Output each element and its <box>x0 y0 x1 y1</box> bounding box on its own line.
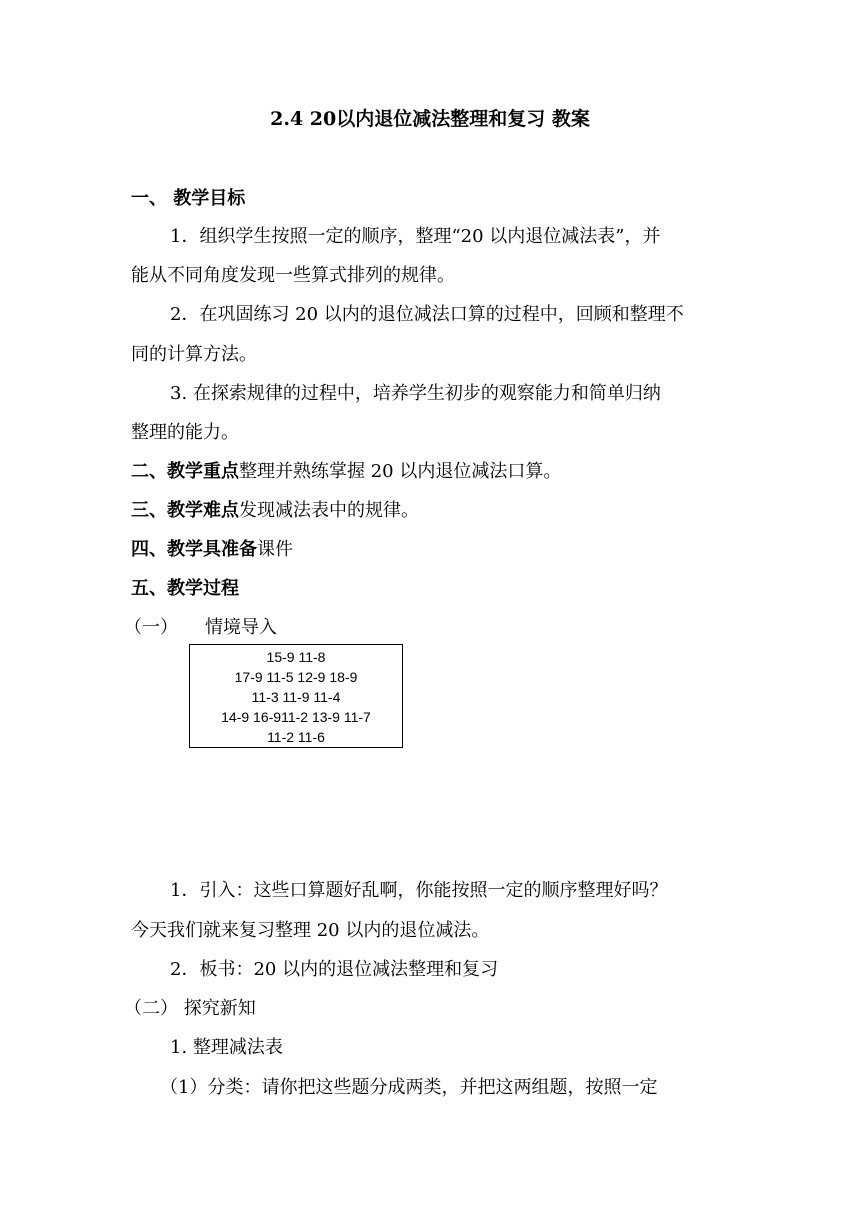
objective-2-line-2: 同的计算方法。 <box>131 344 257 365</box>
objective-1-line-1: 1．组织学生按照一定的顺序，整理“20 以内退位减法表”，并 <box>170 226 661 247</box>
objective-1-line-2: 能从不同角度发现一些算式排列的规律。 <box>131 265 455 286</box>
section-4-text: 课件 <box>257 539 293 560</box>
objective-2-line-1: 2．在巩固练习 20 以内的退位减法口算的过程中，回顾和整理不 <box>170 304 684 325</box>
section-3-text: 发现减法表中的规律。 <box>239 500 419 521</box>
paragraph-1-line-2: 今天我们就来复习整理 20 以内的退位减法。 <box>131 920 490 941</box>
section-1-heading: 一、 教学目标 <box>131 188 246 209</box>
subsection-1-heading: （一） 情境导入 <box>124 617 277 638</box>
subsection-2-heading: （二） 探究新知 <box>124 998 256 1019</box>
paragraph-1-line-1: 1．引入：这些口算题好乱啊，你能按照一定的顺序整理好吗？ <box>170 880 668 901</box>
section-4 <box>131 539 293 561</box>
box-line-4: 14-9 16-911-2 13-9 11-7 <box>221 709 371 725</box>
box-line-3: 11-3 11-9 11-4 <box>251 689 341 705</box>
box-line-5: 11-2 11-6 <box>267 729 325 745</box>
section-2 <box>131 461 561 483</box>
paragraph-4: （1）分类：请你把这些题分成两类，并把这两组题，按照一定 <box>160 1077 658 1098</box>
section-4-label: 四、教学具准备 <box>131 539 257 560</box>
document-title: 2.4 20以内退位减法整理和复习 教案 <box>270 108 590 130</box>
objective-3-line-1: 3. 在探索规律的过程中，培养学生初步的观察能力和简单归纳 <box>170 383 661 404</box>
box-line-2: 17-9 11-5 12-9 18-9 <box>234 669 358 685</box>
section-2-label: 二、教学重点 <box>131 461 239 482</box>
section-3-label: 三、教学难点 <box>131 500 239 521</box>
paragraph-3: 1. 整理减法表 <box>170 1037 283 1058</box>
section-2-text: 整理并熟练掌握 20 以内退位减法口算。 <box>239 461 562 482</box>
box-line-1: 15-9 11-8 <box>266 649 326 665</box>
section-5-heading: 五、教学过程 <box>131 578 239 599</box>
objective-3-line-2: 整理的能力。 <box>131 422 239 443</box>
paragraph-2: 2．板书：20 以内的退位减法整理和复习 <box>170 959 499 980</box>
expressions-box <box>189 644 403 748</box>
section-3 <box>131 500 419 522</box>
